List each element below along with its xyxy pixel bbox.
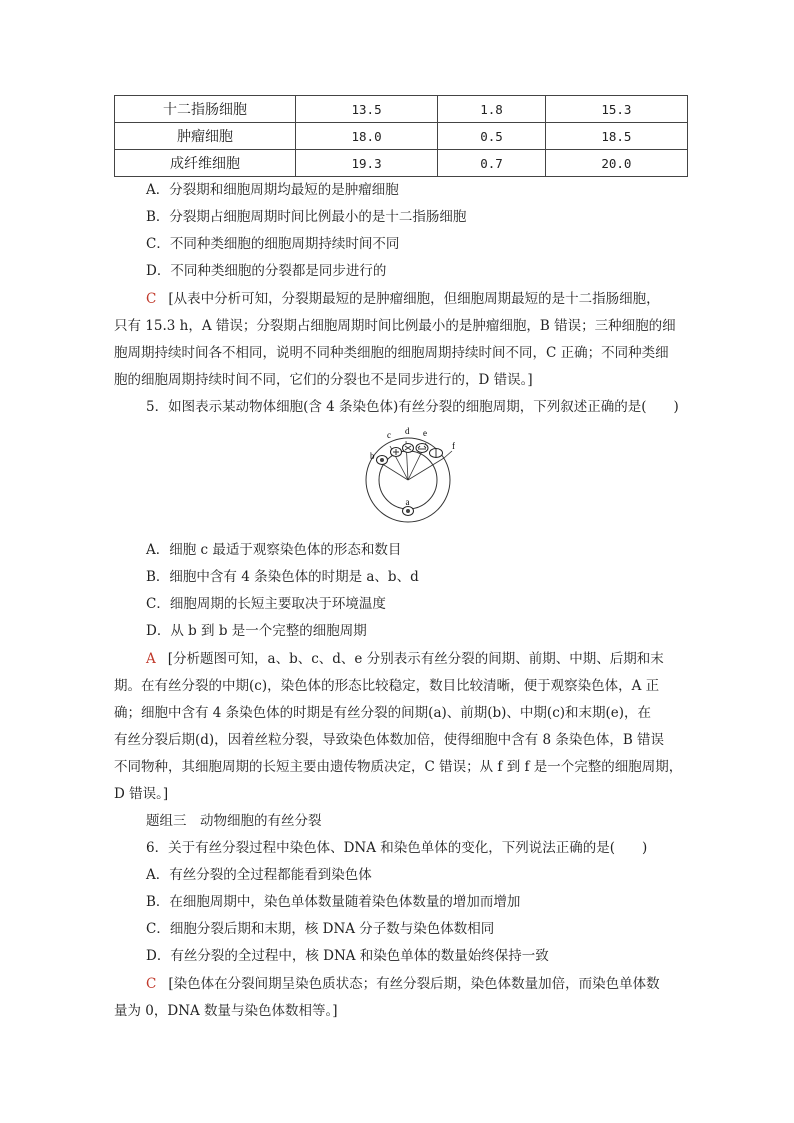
q4-option-c: C．不同种类细胞的细胞周期持续时间不同 (146, 236, 400, 252)
table-row (115, 123, 688, 150)
q6-option-c: C．细胞分裂后期和末期，核 DNA 分子数与染色体数相同 (146, 921, 495, 937)
table-cell: 十二指肠细胞 (115, 96, 296, 123)
q4-option-d: D．不同种类细胞的分裂都是同步进行的 (146, 263, 387, 279)
q5-option-b: B．细胞中含有 4 条染色体的时期是 a、b、d (146, 569, 419, 585)
q4-explanation-line: 只有 15.3 h，A 错误；分裂期占细胞周期时间比例最小的是肿瘤细胞，B 错误；三种细胞的细 (114, 318, 676, 334)
label-a: a (405, 497, 410, 507)
q5-answer: A (146, 651, 156, 667)
q4-explanation-line: 胞的细胞周期持续时间不同，它们的分裂也不是同步进行的，D 错误。] (114, 372, 533, 388)
q5-option-a: A．细胞 c 最适于观察染色体的形态和数目 (146, 542, 402, 558)
q5-option-d: D．从 b 到 b 是一个完整的细胞周期 (146, 623, 367, 639)
table-cell: 0.7 (438, 150, 546, 177)
q6-answer: C (146, 976, 157, 992)
table-row (115, 96, 688, 123)
table-cell: 18.5 (545, 123, 687, 150)
q4-option-a: A．分裂期和细胞周期均最短的是肿瘤细胞 (146, 182, 399, 198)
q6-option-a: A．有丝分裂的全过程都能看到染色体 (146, 867, 372, 883)
q4-option-b: B．分裂期占细胞周期时间比例最小的是十二指肠细胞 (146, 209, 467, 225)
q5-explanation-line: D 错误。] (114, 786, 169, 802)
q5-explanation-line: 有丝分裂后期(d)，因着丝粒分裂，导致染色体数加倍，使得细胞中含有 8 条染色体，B 错误 (114, 732, 665, 748)
q6-option-d: D．有丝分裂的全过程中，核 DNA 和染色单体的数量始终保持一致 (146, 948, 549, 964)
label-e: e (423, 428, 427, 438)
table-cell: 13.5 (296, 96, 438, 123)
label-f: f (452, 441, 455, 451)
q5-explanation-line: 不同物种，其细胞周期的长短主要由遗传物质决定，C 错误；从 f 到 f 是一个完整的细胞周期， (114, 759, 683, 775)
q5-explanation-line: 确；细胞中含有 4 条染色体的时期是有丝分裂的间期(a)、前期(b)、中期(c)和末期(e)，在 (114, 705, 652, 721)
q6-explanation-line: C [染色体在分裂间期呈染色质状态；有丝分裂后期，染色体数量加倍，而染色单体数 (146, 976, 660, 992)
table-cell: 0.5 (438, 123, 546, 150)
q5-explanation-line: 期。在有丝分裂的中期(c)，染色体的形态比较稳定，数目比较清晰，便于观察染色体，A 正 (114, 678, 660, 694)
label-b: b (370, 451, 375, 461)
q4-explanation-line: C [从表中分析可知，分裂期最短的是肿瘤细胞，但细胞周期最短的是十二指肠细胞， (146, 291, 660, 307)
table-cell: 肿瘤细胞 (115, 123, 296, 150)
table-cell: 20.0 (545, 150, 687, 177)
phase-cell-nucleus (380, 458, 384, 462)
label-d: d (405, 426, 410, 436)
table-cell: 18.0 (296, 123, 438, 150)
pointer-line (444, 451, 452, 458)
cell-cycle-table (114, 95, 688, 177)
q4-answer: C (146, 291, 157, 307)
q5-explanation-line: A [分析题图可知，a、b、c、d、e 分别表示有丝分裂的间期、前期、中期、后期和末 (146, 651, 664, 667)
phase-cell (416, 444, 428, 453)
table-cell: 15.3 (545, 96, 687, 123)
q6-stem: 6．关于有丝分裂过程中染色体、DNA 和染色单体的变化，下列说法正确的是( ) (146, 840, 648, 856)
q6-explanation-line: 量为 0，DNA 数量与染色体数相等。] (114, 1003, 338, 1019)
q6-option-b: B．在细胞周期中，染色单体数量随着染色体数量的增加而增加 (146, 894, 521, 910)
table-cell: 1.8 (438, 96, 546, 123)
q5-stem: 5．如图表示某动物体细胞(含 4 条染色体)有丝分裂的细胞周期，下列叙述正确的是( ) (146, 399, 679, 415)
phase-cell-nucleus (406, 509, 410, 513)
group-title: 题组三 动物细胞的有丝分裂 (146, 813, 322, 829)
cell-cycle-diagram (360, 423, 468, 523)
q5-option-c: C．细胞周期的长短主要取决于环境温度 (146, 596, 386, 612)
table-cell: 成纤维细胞 (115, 150, 296, 177)
label-c: c (387, 430, 391, 440)
table-cell: 19.3 (296, 150, 438, 177)
q4-explanation-line: 胞周期持续时间各不相同，说明不同种类细胞的细胞周期持续时间不同，C 正确；不同种类细 (114, 345, 669, 361)
table-row (115, 150, 688, 177)
